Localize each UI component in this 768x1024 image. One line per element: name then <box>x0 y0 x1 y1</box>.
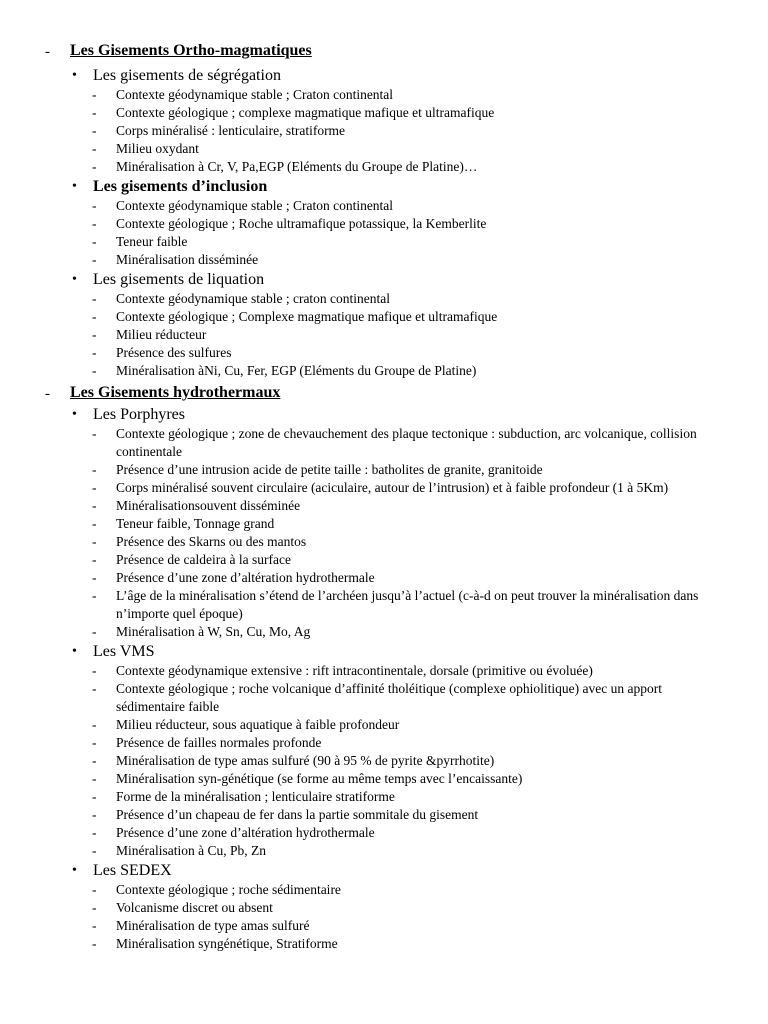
dash-marker: - <box>92 588 97 603</box>
subsection-porphyres <box>0 406 768 641</box>
list-item <box>0 326 768 344</box>
list-item <box>0 140 768 158</box>
dash-marker: - <box>92 252 97 267</box>
item-list <box>0 197 768 269</box>
item-text: Milieu oxydant <box>116 141 199 156</box>
dash-marker: - <box>92 624 97 639</box>
bullet-icon: • <box>72 863 77 878</box>
item-text: Contexte géologique ; Complexe magmatique mafique et ultramafique <box>116 309 498 324</box>
list-item <box>0 308 768 326</box>
bullet-icon: • <box>72 272 77 287</box>
dash-marker: - <box>92 900 97 915</box>
bullet-icon: • <box>72 644 77 659</box>
item-text: Contexte géologique ; complexe magmatique mafique et ultramafique <box>116 105 495 120</box>
item-text: Contexte géodynamique extensive : rift intracontinentale, dorsale (primitive ou évoluée) <box>116 663 593 678</box>
subsection-heading <box>0 271 768 290</box>
list-item <box>0 461 768 479</box>
item-text: Présence d’un chapeau de fer dans la partie sommitale du gisement <box>116 807 479 822</box>
list-item <box>0 752 768 770</box>
item-text: Teneur faible <box>116 234 188 249</box>
subsection-heading <box>0 178 768 197</box>
item-text: L’âge de la minéralisation s’étend de l’archéen jusqu’à l’actuel (c-à-d on peut trouver la minéralisation dans n’importe quel époque) <box>116 588 699 621</box>
item-list <box>0 425 768 641</box>
subsection-title: Les Porphyres <box>93 406 185 423</box>
item-text: Contexte géologique ; zone de chevauchement des plaque tectonique : subduction, arc volcanique, collision continentale <box>116 426 697 459</box>
dash-marker: - <box>92 825 97 840</box>
item-text: Milieu réducteur <box>116 327 207 342</box>
list-item <box>0 569 768 587</box>
list-item <box>0 215 768 233</box>
item-list <box>0 662 768 860</box>
item-text: Forme de la minéralisation ; lenticulaire stratiforme <box>116 789 395 804</box>
dash-marker: - <box>92 936 97 951</box>
list-item <box>0 344 768 362</box>
dash-marker: - <box>92 918 97 933</box>
subsection-title: Les gisements de ségrégation <box>93 67 281 84</box>
list-item <box>0 716 768 734</box>
section-heading <box>0 384 768 406</box>
dash-marker: - <box>92 363 97 378</box>
item-text: Milieu réducteur, sous aquatique à faible profondeur <box>116 717 400 732</box>
bullet-icon: • <box>72 407 77 422</box>
dash-marker: - <box>92 462 97 477</box>
dash-marker: - <box>92 327 97 342</box>
subsection-sedex <box>0 862 768 953</box>
list-item <box>0 623 768 641</box>
section-hydrothermaux <box>0 384 768 953</box>
list-item <box>0 899 768 917</box>
item-text: Minéralisation de type amas sulfuré (90 à 95 % de pyrite &pyrrhotite) <box>116 753 495 768</box>
list-item <box>0 479 768 497</box>
item-text: Minéralisation disséminée <box>116 252 259 267</box>
item-text: Minéralisation à Cr, V, Pa,EGP (Eléments du Groupe de Platine)… <box>116 159 478 174</box>
list-item <box>0 86 768 104</box>
section-heading <box>0 42 768 64</box>
list-item <box>0 734 768 752</box>
dash-marker: - <box>92 105 97 120</box>
list-item <box>0 881 768 899</box>
list-item <box>0 824 768 842</box>
dash-marker: - <box>92 516 97 531</box>
dash-marker: - <box>92 807 97 822</box>
list-item <box>0 362 768 380</box>
section-dash: - <box>45 386 50 402</box>
dash-marker: - <box>92 534 97 549</box>
dash-marker: - <box>92 309 97 324</box>
dash-marker: - <box>92 735 97 750</box>
dash-marker: - <box>92 663 97 678</box>
dash-marker: - <box>92 141 97 156</box>
dash-marker: - <box>92 681 97 696</box>
dash-marker: - <box>92 234 97 249</box>
dash-marker: - <box>92 216 97 231</box>
dash-marker: - <box>92 717 97 732</box>
subsection-inclusion <box>0 178 768 269</box>
section-dash: - <box>45 44 50 60</box>
item-text: Contexte géologique ; roche sédimentaire <box>116 882 341 897</box>
dash-marker: - <box>92 198 97 213</box>
subsection-title: Les SEDEX <box>93 862 172 879</box>
subsection-heading <box>0 406 768 425</box>
section-title: Les Gisements Ortho-magmatiques <box>70 42 312 59</box>
list-item <box>0 806 768 824</box>
item-text: Minéralisation syn-génétique (se forme au même temps avec l’encaissante) <box>116 771 523 786</box>
dash-marker: - <box>92 426 97 441</box>
item-text: Présence d’une zone d’altération hydrothermale <box>116 570 375 585</box>
item-text: Minéralisation de type amas sulfuré <box>116 918 310 933</box>
subsection-heading <box>0 643 768 662</box>
list-item <box>0 104 768 122</box>
dash-marker: - <box>92 552 97 567</box>
item-text: Minéralisation àNi, Cu, Fer, EGP (Eléments du Groupe de Platine) <box>116 363 477 378</box>
bullet-icon: • <box>72 68 77 83</box>
item-text: Présence d’une zone d’altération hydrothermale <box>116 825 375 840</box>
item-text: Minéralisation à W, Sn, Cu, Mo, Ag <box>116 624 311 639</box>
subsection-title: Les gisements d’inclusion <box>93 178 268 195</box>
list-item <box>0 122 768 140</box>
item-text: Présence de failles normales profonde <box>116 735 322 750</box>
dash-marker: - <box>92 159 97 174</box>
section-ortho-magmatiques <box>0 42 768 380</box>
list-item <box>0 197 768 215</box>
list-item <box>0 425 768 461</box>
item-text: Contexte géologique ; roche volcanique d’affinité tholéitique (complexe ophiolitique) avec un apport sédimentaire faible <box>116 681 662 714</box>
list-item <box>0 515 768 533</box>
item-text: Volcanisme discret ou absent <box>116 900 273 915</box>
item-text: Présence des Skarns ou des mantos <box>116 534 307 549</box>
item-list <box>0 86 768 176</box>
list-item <box>0 770 768 788</box>
dash-marker: - <box>92 498 97 513</box>
item-text: Contexte géologique ; Roche ultramafique potassique, la Kemberlite <box>116 216 487 231</box>
dash-marker: - <box>92 123 97 138</box>
dash-marker: - <box>92 771 97 786</box>
item-text: Minéralisationsouvent disséminée <box>116 498 301 513</box>
dash-marker: - <box>92 843 97 858</box>
item-text: Minéralisation syngénétique, Stratiforme <box>116 936 338 951</box>
list-item <box>0 533 768 551</box>
dash-marker: - <box>92 882 97 897</box>
bullet-icon: • <box>72 179 77 194</box>
dash-marker: - <box>92 753 97 768</box>
dash-marker: - <box>92 570 97 585</box>
item-text: Présence de caldeira à la surface <box>116 552 292 567</box>
subsection-heading <box>0 67 768 86</box>
list-item <box>0 233 768 251</box>
item-text: Présence d’une intrusion acide de petite taille : batholites de granite, granitoide <box>116 462 543 477</box>
dash-marker: - <box>92 789 97 804</box>
list-item <box>0 662 768 680</box>
list-item <box>0 158 768 176</box>
dash-marker: - <box>92 345 97 360</box>
list-item <box>0 917 768 935</box>
item-text: Contexte géodynamique stable ; craton continental <box>116 291 391 306</box>
item-text: Corps minéralisé souvent circulaire (aciculaire, autour de l’intrusion) et à faible profondeur (1 à 5Km) <box>116 480 669 495</box>
item-text: Contexte géodynamique stable ; Craton continental <box>116 87 394 102</box>
dash-marker: - <box>92 480 97 495</box>
item-text: Présence des sulfures <box>116 345 232 360</box>
subsection-vms <box>0 643 768 860</box>
item-list <box>0 290 768 380</box>
item-list <box>0 881 768 953</box>
item-text: Minéralisation à Cu, Pb, Zn <box>116 843 266 858</box>
list-item <box>0 251 768 269</box>
subsection-title: Les VMS <box>93 643 155 660</box>
subsection-heading <box>0 862 768 881</box>
section-title: Les Gisements hydrothermaux <box>70 384 281 401</box>
list-item <box>0 497 768 515</box>
item-text: Contexte géodynamique stable ; Craton continental <box>116 198 394 213</box>
subsection-segregation <box>0 67 768 176</box>
list-item <box>0 551 768 569</box>
subsection-title: Les gisements de liquation <box>93 271 265 288</box>
list-item <box>0 587 768 623</box>
item-text: Corps minéralisé : lenticulaire, stratiforme <box>116 123 346 138</box>
list-item <box>0 788 768 806</box>
list-item <box>0 935 768 953</box>
item-text: Teneur faible, Tonnage grand <box>116 516 275 531</box>
list-item <box>0 842 768 860</box>
dash-marker: - <box>92 87 97 102</box>
dash-marker: - <box>92 291 97 306</box>
subsection-liquation <box>0 271 768 380</box>
list-item <box>0 290 768 308</box>
list-item <box>0 680 768 716</box>
